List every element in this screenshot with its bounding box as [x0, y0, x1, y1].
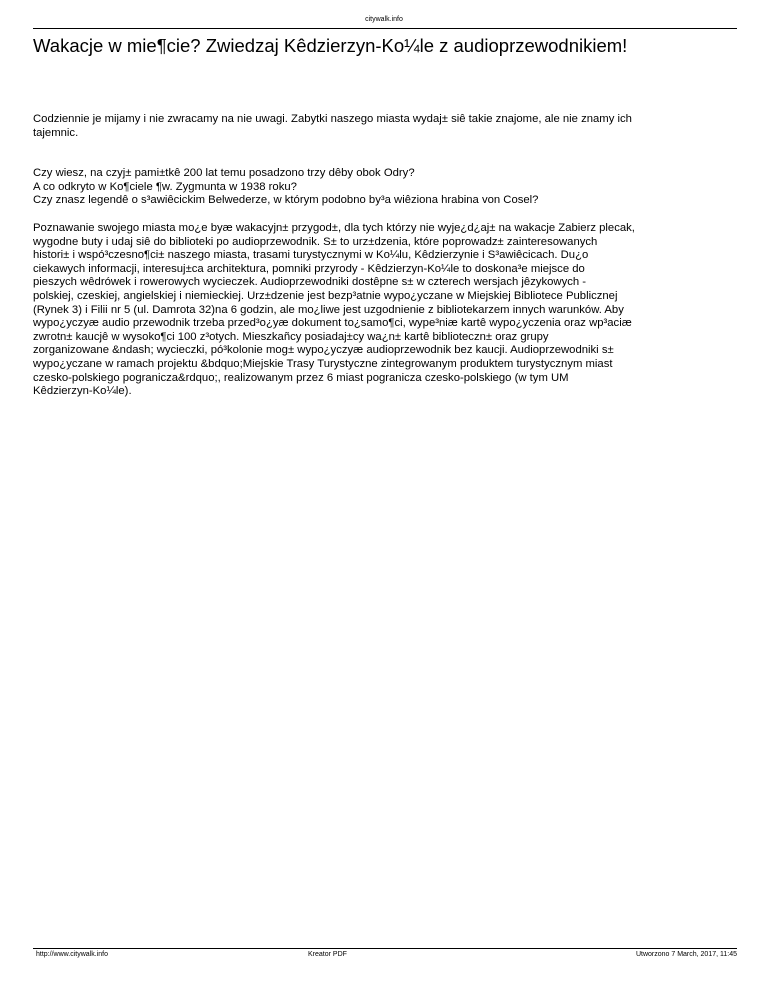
questions-paragraph [33, 167, 737, 208]
question-line: A co odkryto w Ko¶ciele ¶w. Zygmunta w 1938 roku? [33, 180, 297, 193]
text-line: Poznawanie swojego miasta mo¿e byæ wakacyjn± przygod±, dla tych którzy nie wyje¿d¿aj± na wakacje Zabierz plecak, [33, 221, 635, 234]
page-footer [33, 950, 737, 960]
text-line: wygodne buty i udaj siê do biblioteki po audioprzewodnik. S± to urz±dzenia, które poprowadz± zainteresowanych [33, 235, 598, 248]
main-paragraph [33, 222, 737, 399]
footer-url-link[interactable]: http://www.citywalk.info [36, 951, 108, 958]
text-line: histori± i wspó³czesno¶ci± naszego miasta, trasami turystycznymi w Ko¼lu, Kêdzierzynie i S³awiêcicach. Du¿o [33, 249, 589, 262]
footer-created-date: Utworzono 7 March, 2017, 11:45 [635, 951, 737, 958]
text-line: tajemnic. [33, 126, 79, 139]
text-line: ciekawych informacji, interesuj±ca architektura, pomniki przyrody - Kêdzierzyn-Ko¼le to doskona³e miejsce do [33, 262, 585, 275]
text-line: czesko-polskiego pogranicza&rdquo;, realizowanym przez 6 miast pogranicza czesko-polskiego (w tym UM [33, 371, 569, 384]
article-body [33, 113, 737, 399]
intro-paragraph [33, 113, 737, 140]
text-line: (Rynek 3) i Filii nr 5 (ul. Damrota 32)na 6 godzin, ale mo¿liwe jest uzgodnienie z bibliotekarzem innych warunków. Aby [33, 303, 624, 316]
page-title: Wakacje w mie¶cie? Zwiedzaj Kêdzierzyn-Ko¼le z audioprzewodnikiem! [33, 35, 628, 56]
site-header: citywalk.info [365, 16, 403, 23]
header-divider [33, 28, 737, 29]
text-line: polskiej, czeskiej, angielskiej i niemieckiej. Urz±dzenie jest bezp³atnie wypo¿yczane w Miejskiej Bibliotece Publicznej [33, 289, 618, 302]
text-line: zwrotn± kaucjê w wysoko¶ci 100 z³otych. Mieszkañcy posiadaj±cy wa¿n± kartê biblioteczn± oraz grupy [33, 330, 549, 343]
text-line: wypo¿yczyæ audio przewodnik trzeba przed³o¿yæ dokument to¿samo¶ci, wype³niæ kartê wypo¿yczenia oraz wp³aciæ [33, 317, 632, 330]
question-line: Czy znasz legendê o s³awiêcickim Belwederze, w którym podobno by³a wiêziona hrabina von Cosel? [33, 194, 539, 207]
text-line: Kêdzierzyn-Ko¼le). [33, 385, 132, 398]
footer-divider [33, 948, 737, 949]
text-line: wypo¿yczane w ramach projektu &bdquo;Miejskie Trasy Turystyczne zintegrowanym produktem turystycznym miast [33, 357, 613, 370]
text-line: Codziennie je mijamy i nie zwracamy na nie uwagi. Zabytki naszego miasta wydaj± siê takie znajome, ale nie znamy ich [33, 113, 632, 125]
text-line: pieszych wêdrówek i rowerowych wycieczek. Audioprzewodniki dostêpne s± w czterech wersjach jêzykowych - [33, 276, 587, 289]
footer-creator: Kreator PDF [308, 951, 347, 958]
text-line: zorganizowane &ndash; wycieczki, pó³kolonie mog± wypo¿yczyæ audioprzewodnik bez kaucji. Audioprzewodniki s± [33, 344, 614, 357]
question-line: Czy wiesz, na czyj± pami±tkê 200 lat temu posadzono trzy dêby obok Odry? [33, 167, 415, 180]
